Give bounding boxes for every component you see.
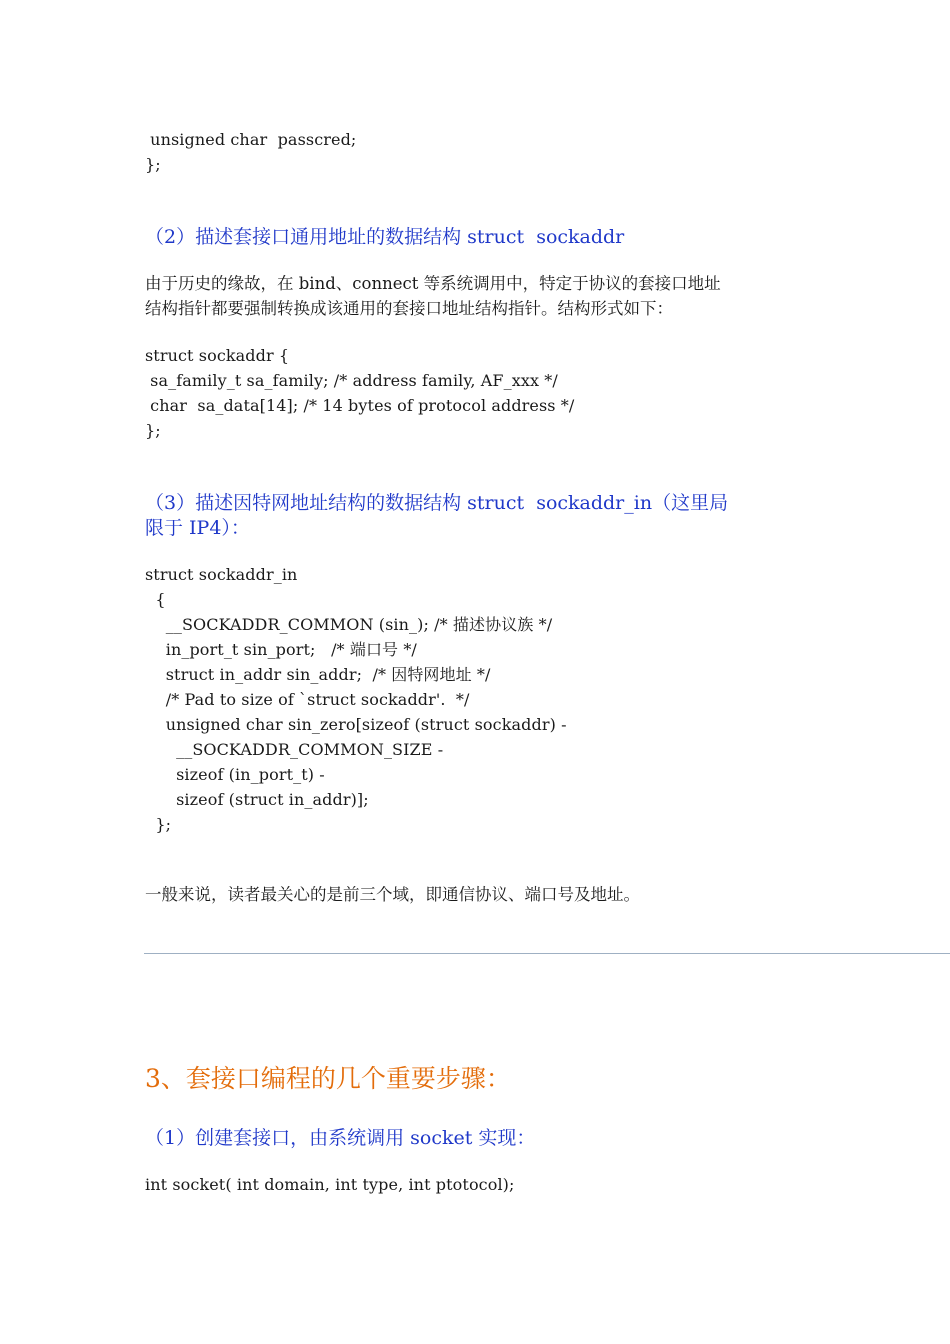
code-line: }; [145, 155, 161, 174]
code-line: sizeof (in_port_t) - [145, 765, 325, 784]
code-line: in_port_t sin_port; /* 端口号 */ [145, 640, 417, 659]
code-line: unsigned char sin_zero[sizeof (struct sockaddr) - [145, 715, 567, 734]
code-line: unsigned char passcred; [145, 130, 357, 149]
section-heading: （1）创建套接口，由系统调用 socket 实现： [145, 1127, 536, 1149]
section-heading: （3）描述因特网地址结构的数据结构 struct sockaddr_in（这里局 [145, 492, 729, 514]
code-line: __SOCKADDR_COMMON (sin_); /* 描述协议族 */ [145, 615, 553, 634]
code-line: struct sockaddr { [145, 346, 290, 365]
code-line: /* Pad to size of `struct sockaddr'. */ [145, 690, 470, 709]
code-line: char sa_data[14]; /* 14 bytes of protocol address */ [145, 396, 575, 415]
paragraph-line: 一般来说，读者最关心的是前三个域，即通信协议、端口号及地址。 [145, 885, 640, 904]
code-line: struct in_addr sin_addr; /* 因特网地址 */ [145, 665, 491, 684]
code-line: }; [145, 421, 161, 440]
chapter-heading: 3、套接口编程的几个重要步骤： [145, 1064, 511, 1093]
code-line: struct sockaddr_in [145, 565, 298, 584]
section-heading: 限于 IP4）： [145, 517, 250, 539]
code-line: sizeof (struct in_addr)]; [145, 790, 369, 809]
code-line: __SOCKADDR_COMMON_SIZE - [145, 740, 444, 759]
paragraph-line: 由于历史的缘故，在 bind、connect 等系统调用中，特定于协议的套接口地址 [145, 274, 721, 293]
section-heading: （2）描述套接口通用地址的数据结构 struct sockaddr [145, 226, 625, 248]
code-line: int socket( int domain, int type, int ptotocol); [145, 1175, 515, 1194]
code-line: }; [145, 815, 172, 834]
paragraph-line: 结构指针都要强制转换成该通用的套接口地址结构指针。结构形式如下： [145, 299, 673, 318]
code-line: sa_family_t sa_family; /* address family, AF_xxx */ [145, 371, 558, 390]
code-line: { [145, 590, 166, 609]
horizontal-rule [144, 953, 950, 954]
